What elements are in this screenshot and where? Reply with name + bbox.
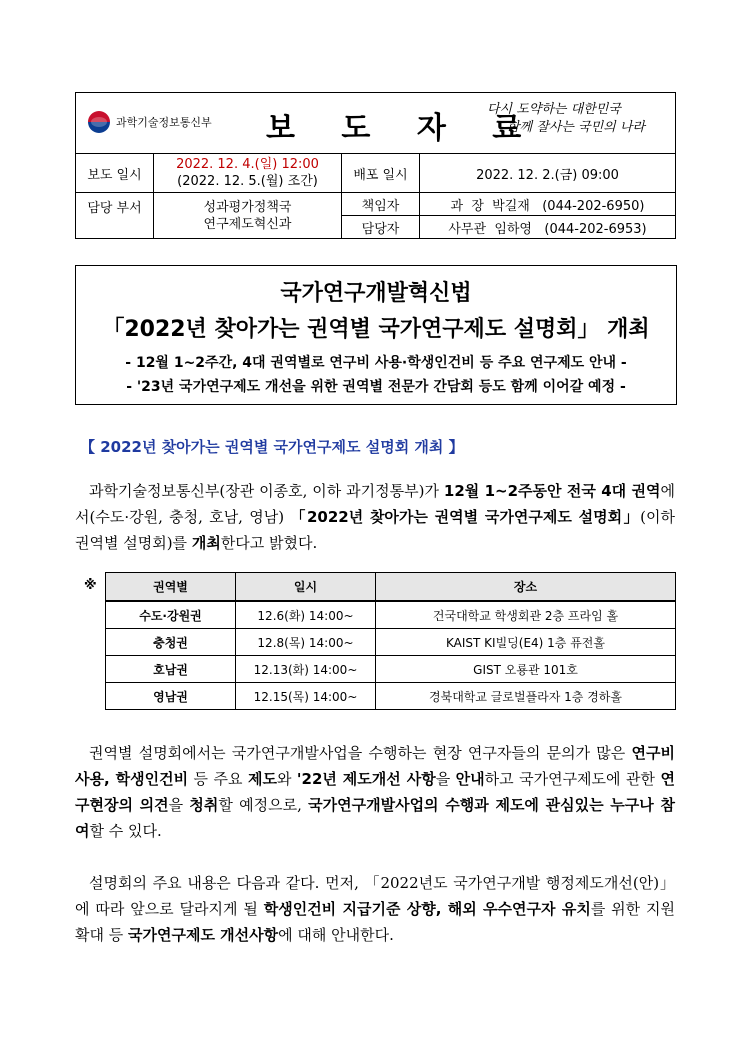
schedule-region: 수도·강원권 bbox=[106, 601, 236, 629]
schedule-place: 건국대학교 학생회관 2층 프라임 홀 bbox=[376, 601, 676, 629]
table-row bbox=[106, 601, 676, 629]
ministry-name: 과학기술정보통신부 bbox=[116, 116, 212, 129]
para3-text-3: 에 대해 안내한다. bbox=[278, 926, 394, 944]
schedule-date: 12.6(화) 14:00~ bbox=[236, 601, 376, 629]
schedule-header-date: 일시 bbox=[236, 573, 376, 602]
schedule-date: 12.8(목) 14:00~ bbox=[236, 629, 376, 656]
schedule-region: 충청권 bbox=[106, 629, 236, 656]
para2-bold-4: 안내 bbox=[455, 770, 485, 788]
para2-bold-3: '22년 제도개선 사항 bbox=[296, 770, 436, 788]
schedule-header-region: 권역별 bbox=[106, 573, 236, 602]
schedule-table bbox=[105, 572, 676, 710]
para2-text-6: 을 bbox=[168, 796, 190, 814]
para2-bold-7: 국가연구개발사업의 수행과 제도에 관심있는 누구나 참여 bbox=[75, 796, 675, 840]
table-row bbox=[106, 629, 676, 656]
slogan-line-1: 다시 도약하는 대한민국 bbox=[487, 102, 621, 117]
table-row bbox=[106, 656, 676, 683]
schedule-region: 호남권 bbox=[106, 656, 236, 683]
report-date-cell bbox=[154, 154, 342, 193]
para1-text-4: 한다고 밝혔다. bbox=[220, 534, 318, 552]
manager-label: 책임자 bbox=[342, 193, 420, 216]
title-line-1: 국가연구개발혁신법 bbox=[280, 281, 472, 306]
para1-bold-3: 개최 bbox=[191, 534, 221, 552]
para3-text-2: 를 위한 지원 확대 등 bbox=[75, 900, 675, 944]
para3-bold-2: 국가연구제도 개선사항 bbox=[128, 926, 279, 944]
paragraph-3 bbox=[75, 870, 675, 948]
para2-bold-2: 제도 bbox=[247, 770, 277, 788]
schedule-region: 영남권 bbox=[106, 683, 236, 710]
schedule-place: 경북대학교 글로벌플라자 1층 경하홀 bbox=[376, 683, 676, 710]
subtitle-line-2: - '23년 국가연구제도 개선을 위한 권역별 전문가 간담회 등도 함께 이어갈 예정 - bbox=[126, 379, 626, 395]
schedule-header-row bbox=[106, 573, 676, 602]
para1-bold-2: 「2022년 찾아가는 권역별 국가연구제도 설명회」 bbox=[290, 508, 641, 526]
section-heading: 【 2022년 찾아가는 권역별 국가연구제도 설명회 개최 】 bbox=[80, 438, 464, 456]
report-date-main: 2022. 12. 4.(일) 12:00 bbox=[176, 157, 319, 172]
para2-text-7: 할 예정으로, bbox=[218, 796, 309, 814]
contact-label: 담당자 bbox=[342, 216, 420, 239]
dept-line-1: 성과평가정책국 bbox=[203, 199, 292, 215]
manager-value: 과 장 박길재 (044-202-6950) bbox=[420, 193, 676, 216]
subtitle-line-1: - 12월 1~2주간, 4대 권역별로 연구비 사용·학생인건비 등 주요 연구제도 안내 - bbox=[125, 355, 627, 371]
para2-text-1: 권역별 설명회에서는 국가연구개발사업을 수행하는 현장 연구자들의 문의가 많은 bbox=[89, 744, 632, 762]
distribution-date-label: 배포 일시 bbox=[342, 154, 420, 193]
schedule-date: 12.13(화) 14:00~ bbox=[236, 656, 376, 683]
para2-bold-1: 연구비 사용, 학생인건비 bbox=[75, 744, 675, 788]
header-banner bbox=[76, 93, 676, 154]
schedule-date: 12.15(목) 14:00~ bbox=[236, 683, 376, 710]
schedule-place: KAIST KI빌딩(E4) 1층 퓨전홀 bbox=[376, 629, 676, 656]
para3-bold-1: 학생인건비 지급기준 상향, 해외 우수연구자 유치 bbox=[263, 900, 591, 918]
para1-text-2: 에서(수도·강원, 충청, 호남, 영남) bbox=[75, 482, 675, 526]
para1-bold-1: 12월 1~2주동안 전국 4대 권역 bbox=[443, 482, 661, 500]
distribution-date-value: 2022. 12. 2.(금) 09:00 bbox=[420, 154, 676, 193]
contact-value: 사무관 임하영 (044-202-6953) bbox=[420, 216, 676, 239]
para2-text-2: 등 주요 bbox=[188, 770, 248, 788]
title-line-2: 「2022년 찾아가는 권역별 국가연구제도 설명회」 개최 bbox=[102, 317, 650, 342]
para2-text-4: 을 bbox=[435, 770, 456, 788]
title-box bbox=[75, 265, 677, 405]
paragraph-2 bbox=[75, 740, 675, 844]
table-row bbox=[106, 683, 676, 710]
schedule-place: GIST 오룡관 101호 bbox=[376, 656, 676, 683]
slogan-line-2: 함께 잘사는 국민의 나라 bbox=[507, 120, 645, 135]
note-mark: ※ bbox=[84, 578, 97, 593]
para2-text-3: 와 bbox=[276, 770, 297, 788]
para1-text-1: 과학기술정보통신부(장관 이종호, 이하 과기정통부)가 bbox=[89, 482, 444, 500]
para2-text-8: 할 수 있다. bbox=[89, 822, 162, 840]
dept-cell bbox=[154, 193, 342, 239]
ministry-logo bbox=[88, 111, 212, 133]
para1-text-3: (이하 권역별 설명회)를 bbox=[75, 508, 675, 552]
para2-text-5: 하고 국가연구제도에 관한 bbox=[484, 770, 661, 788]
dept-label: 담당 부서 bbox=[76, 193, 154, 239]
para3-text-1: 설명회의 주요 내용은 다음과 같다. 먼저, 「2022년도 국가연구개발 행정제도개선(안)」에 따라 앞으로 달라지게 될 bbox=[75, 874, 675, 918]
report-date-label: 보도 일시 bbox=[76, 154, 154, 193]
government-slogan bbox=[487, 101, 667, 137]
government-emblem-icon bbox=[88, 111, 110, 133]
header-table bbox=[75, 92, 676, 239]
para2-bold-5: 연구현장의 의견 bbox=[75, 770, 675, 814]
paragraph-1 bbox=[75, 478, 675, 556]
dept-line-2: 연구제도혁신과 bbox=[203, 216, 292, 232]
report-date-sub: (2022. 12. 5.(월) 조간) bbox=[177, 174, 318, 189]
schedule-header-place: 장소 bbox=[376, 573, 676, 602]
para2-bold-6: 청취 bbox=[189, 796, 219, 814]
press-release-title: 보 도 자 료 bbox=[266, 111, 540, 146]
